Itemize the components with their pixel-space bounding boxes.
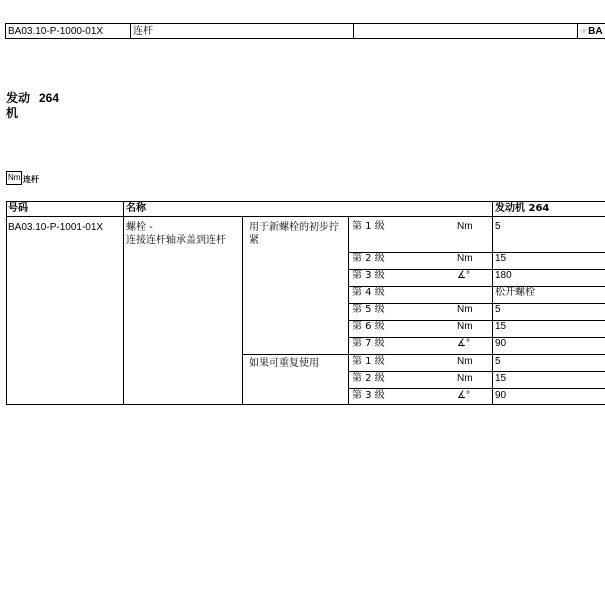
stage-stage: 第 1 级 — [352, 221, 385, 232]
stage-unit: Nm — [457, 356, 473, 367]
grid-line — [348, 286, 605, 287]
stage-stage: 第 1 级 — [352, 356, 385, 367]
grid-line — [348, 388, 605, 389]
stage-unit: Nm — [457, 373, 473, 384]
stage-value: 5 — [495, 221, 501, 232]
grid-line — [492, 201, 493, 405]
grid-line — [242, 216, 243, 405]
grid-line — [348, 269, 605, 270]
grid-line — [6, 201, 605, 202]
stage-stage: 第 6 级 — [352, 321, 385, 332]
grid-line — [348, 303, 605, 304]
part-number: BA03.10-P-1001-01X — [8, 222, 104, 233]
torque-unit-badge: Nm — [6, 171, 22, 185]
doc-number: BA03.10-P-1000-01X — [5, 23, 130, 39]
stage-value: 15 — [495, 253, 507, 264]
stage-stage: 第 3 级 — [352, 390, 385, 401]
group-new-bolt-line-1: 用于新螺栓的初步拧 — [249, 222, 339, 233]
stage-value: 松开螺栓 — [495, 287, 535, 298]
stage-value: 15 — [495, 321, 507, 332]
grid-line — [348, 252, 605, 253]
stage-value: 180 — [495, 270, 512, 281]
grid-line — [348, 320, 605, 321]
stage-unit: Nm — [457, 221, 473, 232]
group-new-bolt-line-2: 紧 — [249, 235, 259, 246]
doc-name: 连杆 — [130, 23, 353, 39]
section-label: 连杆 — [23, 175, 39, 184]
header-blank-cell — [353, 23, 577, 39]
torque-table — [6, 201, 605, 406]
stage-stage: 第 2 级 — [352, 253, 385, 264]
stage-value: 15 — [495, 373, 507, 384]
stage-value: 5 — [495, 304, 501, 315]
header-part-no: 号码 — [8, 203, 28, 214]
stage-value: 90 — [495, 338, 507, 349]
stage-unit: Nm — [457, 253, 473, 264]
stage-stage: 第 5 级 — [352, 304, 385, 315]
stage-stage: 第 7 级 — [352, 338, 385, 349]
title-number: 264 — [39, 91, 60, 105]
part-name-line-2: 连接连杆轴承盖到连杆 — [126, 235, 226, 246]
stage-unit: ∡° — [457, 390, 470, 401]
stage-stage: 第 4 级 — [352, 287, 385, 298]
reference-link[interactable] — [577, 23, 605, 39]
grid-line — [6, 216, 605, 217]
stage-value: 90 — [495, 390, 507, 401]
grid-line — [348, 371, 605, 372]
stage-stage: 第 3 级 — [352, 270, 385, 281]
pointing-hand-icon: ☞ — [580, 27, 588, 36]
grid-line — [242, 354, 605, 355]
header-name: 名称 — [126, 203, 146, 214]
grid-line — [6, 201, 7, 405]
stage-unit: ∡° — [457, 270, 470, 281]
grid-line — [348, 337, 605, 338]
stage-unit: ∡° — [457, 338, 470, 349]
title-line-2: 机 — [6, 106, 19, 120]
document-header — [5, 23, 605, 41]
part-name-line-1: 螺栓 - — [126, 222, 153, 233]
stage-unit: Nm — [457, 321, 473, 332]
stage-stage: 第 2 级 — [352, 373, 385, 384]
grid-line — [123, 201, 124, 405]
reference-text: BA — [588, 26, 603, 37]
title-line-1: 发动 — [6, 91, 31, 105]
group-reuse: 如果可重复使用 — [249, 358, 319, 369]
stage-unit: Nm — [457, 304, 473, 315]
grid-line — [348, 216, 349, 405]
grid-line — [6, 404, 605, 405]
stage-value: 5 — [495, 356, 501, 367]
header-engine: 发动机 264 — [495, 203, 550, 214]
